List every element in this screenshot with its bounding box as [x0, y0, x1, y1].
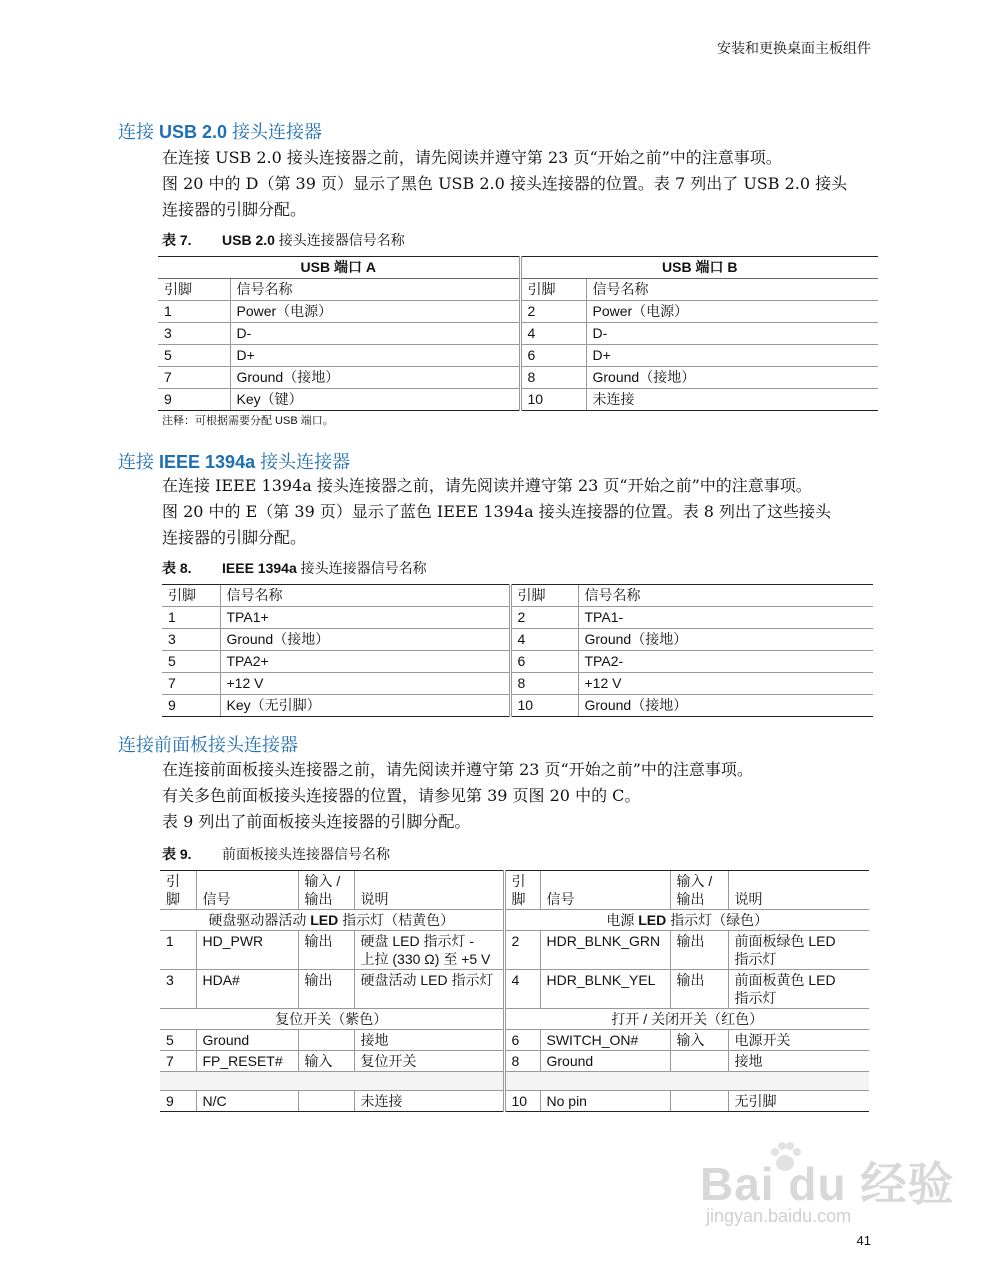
table9: [160, 870, 869, 1112]
cell: 3: [158, 323, 230, 345]
grp-text: 电源: [606, 912, 639, 928]
cell: [298, 1091, 354, 1112]
col-io: [298, 871, 354, 910]
cell: Ground（接地）: [578, 695, 873, 717]
cell: Power（电源）: [586, 301, 878, 323]
col-io-line: 输入 /: [676, 873, 713, 889]
port-b-header: USB 端口 B: [520, 257, 878, 279]
grp-bold: LED: [638, 912, 667, 928]
cell: 输出: [670, 931, 728, 970]
table9-caption: [162, 844, 390, 864]
cell: 输入: [670, 1030, 728, 1051]
caption-title: 前面板接头连接器信号名称: [222, 846, 390, 862]
group-reset-switch: 复位开关（紫色）: [160, 1009, 504, 1030]
cell-line: 前面板绿色 LED: [734, 933, 836, 949]
grp-bold: LED: [310, 912, 339, 928]
cell: 硬盘活动 LED 指示灯: [354, 970, 504, 1009]
cell: Ground: [196, 1030, 298, 1051]
group-power-led: [504, 910, 869, 931]
cell: 复位开关: [354, 1051, 504, 1072]
col-signal: 信号: [196, 871, 298, 910]
cell: 5: [158, 345, 230, 367]
table-number: 表 9.: [162, 846, 192, 862]
section-title-usb: [118, 118, 322, 144]
cell: 8: [504, 1051, 540, 1072]
para-line: 图 20 中的 E（第 39 页）显示了蓝色 IEEE 1394a 接头连接器的位置。表 8 列出了这些接头: [162, 502, 832, 521]
cell: Ground（接地）: [230, 367, 520, 389]
cell: Ground（接地）: [586, 367, 878, 389]
table-number: 表 8.: [162, 560, 192, 576]
col-desc: 说明: [728, 871, 869, 910]
cell: Ground（接地）: [578, 629, 873, 651]
cell: 3: [162, 629, 220, 651]
para-line: 在连接 USB 2.0 接头连接器之前，请先阅读并遵守第 23 页“开始之前”中的注意事项。: [162, 148, 782, 167]
cell: 未连接: [354, 1091, 504, 1112]
cell: 输出: [298, 970, 354, 1009]
cell-line: 硬盘 LED 指示灯 -: [360, 933, 475, 949]
para-line: 图 20 中的 D（第 39 页）显示了黑色 USB 2.0 接头连接器的位置。表 7 列出了 USB 2.0 接头: [162, 174, 848, 193]
cell: 2: [504, 931, 540, 970]
table-row: [158, 389, 878, 411]
col-pin: 引脚: [158, 279, 230, 301]
table-row: [160, 1030, 869, 1051]
table-row: [162, 629, 873, 651]
table-row: [162, 607, 873, 629]
para-line: 在连接 IEEE 1394a 接头连接器之前，请先阅读并遵守第 23 页“开始之前”中的注意事项。: [162, 476, 812, 495]
port-a-header: USB 端口 A: [158, 257, 520, 279]
cell: +12 V: [578, 673, 873, 695]
cell: Ground（接地）: [220, 629, 510, 651]
caption-rest: 接头连接器信号名称: [296, 560, 427, 576]
cell: [728, 931, 869, 970]
title-bold: IEEE 1394a: [159, 452, 256, 472]
cell: 接地: [354, 1030, 504, 1051]
cell: TPA1+: [220, 607, 510, 629]
col-pin: 引脚: [162, 585, 220, 607]
cell: 4: [504, 970, 540, 1009]
title-post: 接头连接器: [255, 452, 351, 472]
cell: 输出: [298, 931, 354, 970]
cell: HDR_BLNK_GRN: [540, 931, 670, 970]
ieee-paragraph: [162, 473, 882, 551]
cell-line: 上拉 (330 Ω) 至 +5 V: [360, 951, 491, 967]
cell: 8: [520, 367, 586, 389]
cell: 1: [160, 931, 196, 970]
cell: 1: [162, 607, 220, 629]
cell: Key（无引脚）: [220, 695, 510, 717]
group-hdd-led: [160, 910, 504, 931]
col-pin: [160, 871, 196, 910]
col-io-line: 输出: [304, 891, 333, 907]
cell: [728, 970, 869, 1009]
cell: 6: [510, 651, 578, 673]
cell: D-: [586, 323, 878, 345]
para-line: 连接器的引脚分配。: [162, 200, 307, 219]
group-power-switch: 打开 / 关闭开关（红色）: [504, 1009, 869, 1030]
grp-text: 硬盘驱动器活动: [208, 912, 311, 928]
table-row: [158, 345, 878, 367]
caption-bold: USB 2.0: [222, 232, 275, 248]
cell: 接地: [728, 1051, 869, 1072]
col-pin-line: 脚: [511, 891, 526, 907]
col-signal: 信号名称: [220, 585, 510, 607]
col-signal: 信号名称: [578, 585, 873, 607]
cell-line: 指示灯: [734, 990, 777, 1006]
col-pin: 引脚: [520, 279, 586, 301]
table-row: [158, 323, 878, 345]
grp-text: 指示灯（绿色）: [666, 912, 769, 928]
cell: N/C: [196, 1091, 298, 1112]
page-number: 41: [856, 1233, 871, 1248]
para-line: 表 9 列出了前面板接头连接器的引脚分配。: [162, 812, 471, 831]
cell: 5: [162, 651, 220, 673]
table7-note: 注释：可根据需要分配 USB 端口。: [162, 415, 334, 427]
cell: [670, 1091, 728, 1112]
cell-line: 前面板黄色 LED: [734, 972, 836, 988]
group-header-row: [160, 910, 869, 931]
cell: 2: [510, 607, 578, 629]
col-pin: 引脚: [510, 585, 578, 607]
col-io-line: 输出: [676, 891, 705, 907]
cell: 电源开关: [728, 1030, 869, 1051]
cell: TPA2+: [220, 651, 510, 673]
cell: +12 V: [220, 673, 510, 695]
cell: 9: [160, 1091, 196, 1112]
watermark-brand: Bai du 经验: [700, 1158, 955, 1210]
table7-caption: [162, 230, 405, 250]
table-number: 表 7.: [162, 232, 192, 248]
cell: 4: [510, 629, 578, 651]
col-signal: 信号: [540, 871, 670, 910]
cell: 6: [520, 345, 586, 367]
caption-bold: IEEE 1394a: [222, 560, 297, 576]
section-title-ieee: [118, 448, 350, 474]
cell: 7: [162, 673, 220, 695]
para-line: 连接器的引脚分配。: [162, 528, 307, 547]
col-io: [670, 871, 728, 910]
col-desc: 说明: [354, 871, 504, 910]
cell: 4: [520, 323, 586, 345]
title-bold: USB 2.0: [159, 122, 228, 142]
cell: 输出: [670, 970, 728, 1009]
cell: [670, 1051, 728, 1072]
table-row: [160, 1051, 869, 1072]
cell: HDR_BLNK_YEL: [540, 970, 670, 1009]
cell: 1: [158, 301, 230, 323]
col-pin: [504, 871, 540, 910]
table7-port-header: [158, 257, 878, 279]
col-pin-line: 脚: [166, 891, 180, 907]
spacer-cell: [504, 1072, 869, 1091]
group-header-row: [160, 1009, 869, 1030]
cell: 无引脚: [728, 1091, 869, 1112]
cell: [354, 931, 504, 970]
cell: 7: [160, 1051, 196, 1072]
cell: D+: [230, 345, 520, 367]
cell: 5: [160, 1030, 196, 1051]
cell: 6: [504, 1030, 540, 1051]
title-pre: 连接: [118, 452, 160, 472]
cell-line: 指示灯: [734, 951, 777, 967]
col-signal: 信号名称: [586, 279, 878, 301]
cell: [298, 1030, 354, 1051]
col-pin-line: 引: [511, 873, 526, 889]
cell: 7: [158, 367, 230, 389]
title-pre: 连接: [118, 122, 160, 142]
col-pin-line: 引: [166, 873, 180, 889]
table7: [158, 256, 878, 411]
cell: 2: [520, 301, 586, 323]
cell: 10: [510, 695, 578, 717]
spacer-cell: [160, 1072, 504, 1091]
table-row: [162, 695, 873, 717]
cell: D-: [230, 323, 520, 345]
cell: Key（键）: [230, 389, 520, 411]
table8-caption: [162, 558, 427, 578]
table7-col-header: [158, 279, 878, 301]
table-row: [160, 1091, 869, 1112]
cell: Power（电源）: [230, 301, 520, 323]
table-row: [160, 931, 869, 970]
cell: Ground: [540, 1051, 670, 1072]
cell: 8: [510, 673, 578, 695]
table8: [162, 584, 873, 717]
front-paragraph: [162, 757, 882, 835]
cell: HDA#: [196, 970, 298, 1009]
title-post: 接头连接器: [227, 122, 323, 142]
para-line: 有关多色前面板接头连接器的位置，请参见第 39 页图 20 中的 C。: [162, 786, 641, 805]
table-row: [162, 673, 873, 695]
table8-col-header: [162, 585, 873, 607]
cell: No pin: [540, 1091, 670, 1112]
cell: 3: [160, 970, 196, 1009]
table-row: [160, 970, 869, 1009]
col-signal: 信号名称: [230, 279, 520, 301]
table9-col-header: [160, 871, 869, 910]
cell: SWITCH_ON#: [540, 1030, 670, 1051]
cell: FP_RESET#: [196, 1051, 298, 1072]
para-line: 在连接前面板接头连接器之前，请先阅读并遵守第 23 页“开始之前”中的注意事项。: [162, 760, 753, 779]
grp-text: 指示灯（桔黄色）: [338, 912, 455, 928]
table-row: [158, 301, 878, 323]
caption-rest: 接头连接器信号名称: [274, 232, 405, 248]
cell: HD_PWR: [196, 931, 298, 970]
usb-paragraph: [162, 145, 882, 223]
table-row: [162, 651, 873, 673]
cell: TPA1-: [578, 607, 873, 629]
cell: 10: [520, 389, 586, 411]
cell: 输入: [298, 1051, 354, 1072]
watermark-url: jingyan.baidu.com: [706, 1206, 852, 1226]
cell: D+: [586, 345, 878, 367]
page-header: 安装和更换桌面主板组件: [717, 41, 871, 57]
col-io-line: 输入 /: [304, 873, 341, 889]
section-title-front-panel: 连接前面板接头连接器: [118, 735, 298, 755]
cell: 9: [162, 695, 220, 717]
cell: 未连接: [586, 389, 878, 411]
cell: 10: [504, 1091, 540, 1112]
spacer-row: [160, 1072, 869, 1091]
cell: 9: [158, 389, 230, 411]
table-row: [158, 367, 878, 389]
cell: TPA2-: [578, 651, 873, 673]
